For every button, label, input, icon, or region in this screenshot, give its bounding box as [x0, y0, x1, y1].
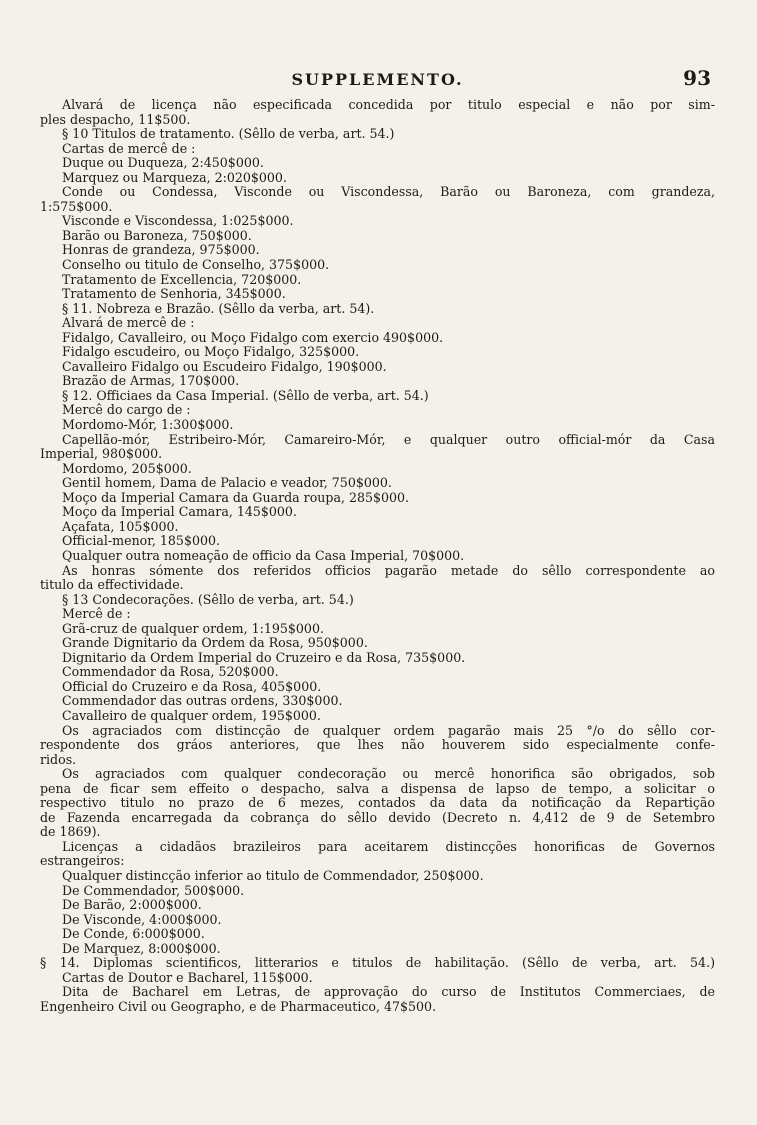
text-line: Cartas de Doutor e Bacharel, 115$000.	[62, 970, 313, 985]
text-line: respondente dos gráos anteriores, que lhes não houverem sido especialmente confe-	[40, 738, 715, 753]
section-heading: § 14. Diplomas scientificos, litterarios e titulos de habilitação. (Sêllo de verba, art. 54.)	[40, 956, 715, 971]
text-line: pena de ficar sem effeito o despacho, salva a dispensa de lapso de tempo, a solicitar o	[40, 781, 715, 796]
text-line: respectivo titulo no prazo de 6 mezes, contados da data da notificação da Repartição	[40, 796, 715, 811]
text-line: Dignitario da Ordem Imperial do Cruzeiro e da Rosa, 735$000.	[62, 650, 466, 665]
text-line: Alvará de licença não especificada concedida por titulo especial e não por sim-	[62, 98, 715, 112]
text-line: Cavalleiro de qualquer ordem, 195$000.	[62, 708, 321, 723]
document-body	[40, 98, 715, 1014]
text-line: Brazão de Armas, 170$000.	[62, 374, 240, 389]
text-line: ples despacho, 11$500.	[40, 112, 191, 127]
text-line: Mercê do cargo de :	[62, 403, 191, 418]
text-line: Açafata, 105$000.	[62, 519, 179, 534]
text-line: De Commendador, 500$000.	[62, 883, 245, 898]
text-line: Tratamento de Excellencia, 720$000.	[62, 272, 302, 287]
text-line: Grande Dignitario da Ordem da Rosa, 950$000.	[62, 636, 368, 651]
text-line: De Conde, 6:000$000.	[62, 927, 205, 942]
text-line: Mordomo-Mór, 1:300$000.	[62, 418, 234, 433]
text-line: As honras sómente dos referidos officios pagarão metade do sêllo correspondente ao	[62, 563, 715, 578]
text-line: De Marquez, 8:000$000.	[62, 941, 221, 956]
page-header	[40, 66, 715, 92]
text-line: Visconde e Viscondessa, 1:025$000.	[62, 214, 294, 229]
text-line: Cavalleiro Fidalgo ou Escudeiro Fidalgo, 190$000.	[62, 359, 387, 374]
text-line: Imperial, 980$000.	[40, 447, 163, 462]
text-line: titulo da effectividade.	[40, 578, 184, 593]
text-line: Mordomo, 205$000.	[62, 461, 192, 476]
text-line: Tratamento de Senhoria, 345$000.	[62, 287, 286, 302]
text-line: Duque ou Duqueza, 2:450$000.	[62, 156, 264, 171]
section-heading: § 10 Titulos de tratamento. (Sêllo de verba, art. 54.)	[62, 127, 395, 142]
text-line: Conselho ou titulo de Conselho, 375$000.	[62, 258, 330, 273]
text-line: de 1869).	[40, 825, 101, 840]
text-line: De Visconde, 4:000$000.	[62, 912, 222, 927]
section-heading: § 12. Officiaes da Casa Imperial. (Sêllo de verba, art. 54.)	[62, 388, 429, 403]
text-line: Mercê de :	[62, 607, 131, 622]
text-line: estrangeiros:	[40, 854, 125, 869]
text-line: Conde ou Condessa, Visconde ou Viscondessa, Barão ou Baroneza, com grandeza,	[62, 185, 715, 200]
text-line: Commendador da Rosa, 520$000.	[62, 665, 279, 680]
section-heading: § 13 Condecorações. (Sêllo de verba, art. 54.)	[62, 592, 354, 607]
text-line: Fidalgo escudeiro, ou Moço Fidalgo, 325$000.	[62, 345, 360, 360]
text-line: Qualquer distincção inferior ao titulo de Commendador, 250$000.	[62, 868, 484, 883]
text-line: Capellão-mór, Estribeiro-Mór, Camareiro-Mór, e qualquer outro official-mór da Casa	[62, 432, 715, 447]
text-line: Fidalgo, Cavalleiro, ou Moço Fidalgo com exercio 490$000.	[62, 330, 444, 345]
text-line: Os agraciados com qualquer condecoração ou mercê honorifica são obrigados, sob	[62, 767, 715, 782]
text-line: ridos.	[40, 752, 77, 767]
text-line: Moço da Imperial Camara da Guarda roupa, 285$000.	[62, 490, 410, 505]
text-line: Commendador das outras ordens, 330$000.	[62, 694, 343, 709]
text-line: Os agraciados com distincção de qualquer ordem pagarão mais 25 °/o do sêllo cor-	[62, 723, 715, 738]
text-line: Licenças a cidadãos brazileiros para aceitarem distincções honorificas de Governos	[62, 839, 715, 854]
text-line: Cartas de mercê de :	[62, 141, 196, 156]
text-line: Official do Cruzeiro e da Rosa, 405$000.	[62, 679, 322, 694]
text-line: Honras de grandeza, 975$000.	[62, 243, 260, 258]
text-line: Engenheiro Civil ou Geographo, e de Pharmaceutico, 47$500.	[40, 999, 437, 1014]
text-line: Alvará de mercê de :	[62, 316, 195, 331]
text-line: Gentil homem, Dama de Palacio e veador, 750$000.	[62, 476, 392, 491]
text-line: Grã-cruz de qualquer ordem, 1:195$000.	[62, 621, 324, 636]
text-line: Moço da Imperial Camara, 145$000.	[62, 505, 297, 520]
text-line: De Barão, 2:000$000.	[62, 898, 202, 913]
text-line: Marquez ou Marqueza, 2:020$000.	[62, 170, 287, 185]
section-heading: § 11. Nobreza e Brazão. (Sêllo da verba, art. 54).	[62, 301, 375, 316]
page-number: 93	[683, 66, 711, 90]
text-line: Barão ou Baroneza, 750$000.	[62, 228, 252, 243]
text-line: 1:575$000.	[40, 199, 113, 214]
text-line: Official-menor, 185$000.	[62, 534, 220, 549]
text-line: de Fazenda encarregada da cobrança do sêllo devido (Decreto n. 4,412 de 9 de Setembro	[40, 810, 715, 825]
text-line: Dita de Bacharel em Letras, de approvação do curso de Institutos Commerciaes, de	[62, 985, 715, 1000]
page-title: SUPPLEMENTO.	[291, 70, 464, 89]
text-line: Qualquer outra nomeação de officio da Casa Imperial, 70$000.	[62, 548, 465, 563]
